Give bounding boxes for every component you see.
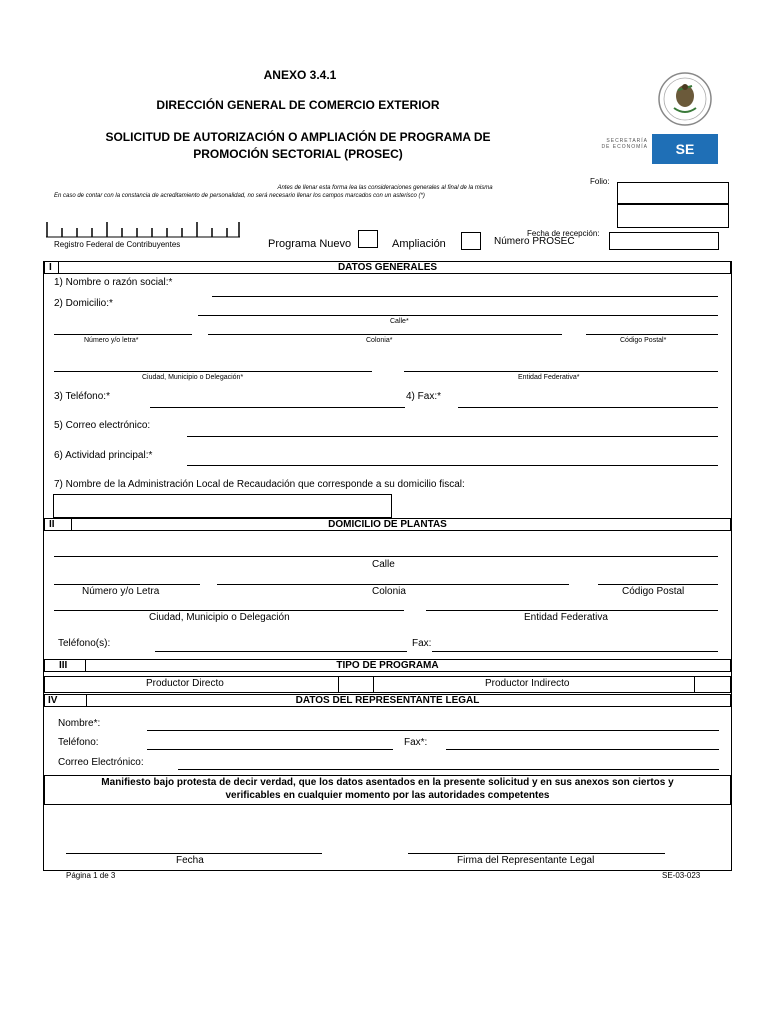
note-asterisk: En caso de contar con la constancia de acreditamiento de personalidad, no será necesario llenar los campos marcados con un asterisco (*) [54,193,425,199]
form-title-line1: SOLICITUD DE AUTORIZACIÓN O AMPLIACIÓN DE PROGRAMA DE [105,130,491,144]
section-4-header [44,694,731,707]
fecha-caption: Fecha [176,855,204,866]
fecha-signature-line[interactable] [66,853,322,854]
rep-correo-field[interactable] [178,769,719,770]
plant-colonia-caption: Colonia [372,586,406,597]
rep-nombre-field[interactable] [147,730,719,731]
productor-directo-label: Productor Directo [146,678,224,689]
plant-numero-field[interactable] [54,584,200,585]
rep-fax-field[interactable] [446,749,719,750]
actividad-field[interactable] [187,465,718,466]
codigo-postal-caption: Código Postal* [620,337,667,344]
annex-number: ANEXO 3.4.1 [263,68,337,82]
nombre-razon-social-field[interactable] [212,296,718,297]
plant-ciudad-caption: Ciudad, Municipio o Delegación [149,612,290,623]
numero-caption: Número y/o letra* [84,337,139,344]
colonia-caption: Colonia* [366,337,393,344]
section-1-number: I [49,262,52,273]
administracion-field[interactable] [53,494,392,518]
section-2-title: DOMICILIO DE PLANTAS [328,519,447,530]
rep-nombre-label: Nombre*: [58,718,101,729]
productor-indirecto-checkbox[interactable] [694,676,731,693]
rep-telefono-label: Teléfono: [58,737,99,748]
administracion-label: 7) Nombre de la Administración Local de Recaudación que corresponde a su domicilio fiscal: [54,479,465,490]
section-3-header [44,659,731,672]
declaration-line2: verificables en cualquier momento por las autoridades competentes [225,790,550,801]
programa-nuevo-label: Programa Nuevo [268,238,352,250]
firma-caption: Firma del Representante Legal [457,855,595,866]
calle-caption: Calle* [390,318,409,325]
form-title-line2: PROMOCIÓN SECTORIAL (PROSEC) [193,147,403,161]
section-4-title: DATOS DEL REPRESENTANTE LEGAL [295,695,480,706]
ministry-line1: SECRETARÍA [606,138,648,144]
correo-field[interactable] [187,436,718,437]
plant-ciudad-field[interactable] [54,610,404,611]
plant-fax-label: Fax: [412,638,432,649]
nombre-razon-social-label: 1) Nombre o razón social:* [54,277,173,288]
coat-of-arms-icon [652,66,718,136]
fecha-recepcion-field[interactable] [609,232,719,250]
plant-entidad-field[interactable] [426,610,718,611]
plant-cp-caption: Código Postal [622,586,685,597]
ampliacion-label: Ampliación [392,238,446,250]
section-3-title: TIPO DE PROGRAMA [336,660,439,671]
ministry-line2: DE ECONOMÍA [601,144,648,150]
productor-directo-checkbox[interactable] [338,676,374,693]
programa-nuevo-checkbox[interactable] [358,230,378,248]
folio-label: Folio: [590,177,610,186]
rfc-label: Registro Federal de Contribuyentes [54,240,181,249]
section-2-header [44,518,731,531]
section-1-header [44,261,731,274]
plant-numero-caption: Número y/o Letra [82,586,160,597]
section-4-number: IV [48,695,58,706]
plant-calle-caption: Calle [372,559,395,570]
correo-label: 5) Correo electrónico: [54,420,151,431]
actividad-label: 6) Actividad principal:* [54,450,153,461]
productor-indirecto-label: Productor Indirecto [485,678,570,689]
calle-field[interactable] [198,315,718,316]
se-badge: SE [652,134,718,164]
fecha-recepcion-label: Fecha de recepción: [527,229,600,238]
entidad-caption: Entidad Federativa* [518,374,580,381]
page-number: Página 1 de 3 [66,871,116,880]
rep-telefono-field[interactable] [147,749,393,750]
codigo-postal-field[interactable] [586,334,718,335]
colonia-field[interactable] [208,334,562,335]
ciudad-field[interactable] [54,371,372,372]
directorate-title: DIRECCIÓN GENERAL DE COMERCIO EXTERIOR [156,98,440,112]
plant-fax-field[interactable] [432,651,718,652]
plant-telefono-label: Teléfono(s): [58,638,111,649]
plant-calle-field[interactable] [54,556,718,557]
fax-field[interactable] [458,407,718,408]
fax-label: 4) Fax:* [406,391,442,402]
plant-colonia-field[interactable] [217,584,569,585]
section-3-number: III [59,660,68,671]
form-code: SE-03-023 [662,871,701,880]
section-2-number: II [49,519,55,530]
entidad-field[interactable] [404,371,718,372]
plant-entidad-caption: Entidad Federativa [524,612,608,623]
ampliacion-checkbox[interactable] [461,232,481,250]
rep-fax-label: Fax*: [404,737,428,748]
note-general: Antes de llenar esta forma lea las consideraciones generales al final de la misma [277,185,493,191]
domicilio-label: 2) Domicilio:* [54,298,113,309]
plant-cp-field[interactable] [598,584,718,585]
plant-telefono-field[interactable] [155,651,407,652]
ministry-name [584,138,648,150]
rep-correo-label: Correo Electrónico: [58,757,144,768]
declaration-line1: Manifiesto bajo protesta de decir verdad, que los datos asentados en la presente solicitud y en sus anexos son ciertos y [101,777,674,788]
folio-field-2[interactable] [617,204,729,228]
section-1-title: DATOS GENERALES [337,262,438,273]
telefono-field[interactable] [150,407,405,408]
firma-signature-line[interactable] [408,853,665,854]
ciudad-caption: Ciudad, Municipio o Delegación* [142,374,244,381]
numero-field[interactable] [54,334,192,335]
numero-prosec-label: Número PROSEC [494,236,575,247]
folio-field[interactable] [617,182,729,204]
rfc-input[interactable] [46,218,242,238]
telefono-label: 3) Teléfono:* [54,391,110,402]
